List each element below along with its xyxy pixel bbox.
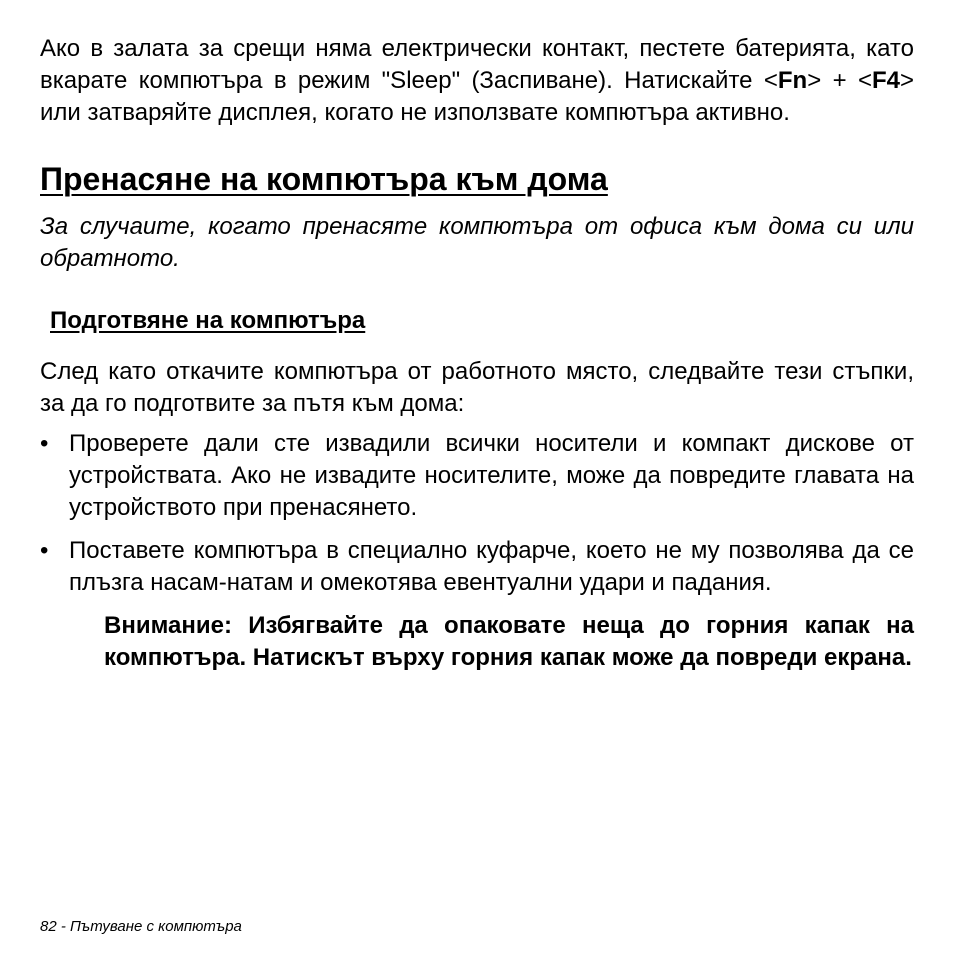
- battery-text-part3: > или затваряйте дисплея, когато не използвате компютъра активно.: [40, 67, 914, 126]
- subsection-heading: Подготвяне на компютъра: [50, 307, 366, 334]
- key-fn: Fn: [777, 67, 808, 94]
- battery-text-part2: > + <: [807, 67, 872, 94]
- bullet-icon: •: [40, 537, 49, 564]
- key-f4: F4: [871, 67, 900, 94]
- list-item-text: Поставете компютъра в специално куфарче, което не му позволява да се плъзга насам-натам и омекотява евентуални удари и падания.: [69, 537, 914, 596]
- page-footer: 82 - Пътуване с компютъра: [40, 918, 242, 935]
- warning-note: Внимание: Избягвайте да опаковате неща до горния капак на компютъра. Натискът върху горния капак може да повреди екрана.: [104, 612, 914, 671]
- battery-paragraph: [40, 33, 914, 129]
- subsection-body: След като откачите компютъра от работното място, следвайте тези стъпки, за да го подготвите за пътя към дома:: [40, 358, 914, 417]
- list-item-text: Проверете дали сте извадили всички носители и компакт дискове от устройствата. Ако не извадите носителите, може да повредите главата на устройството при пренасянето.: [69, 430, 914, 521]
- bullet-list: [40, 428, 914, 599]
- section-heading: Пренасяне на компютъра към дома: [40, 161, 608, 197]
- bullet-icon: •: [40, 430, 49, 457]
- battery-text-part1: Ако в залата за срещи няма електрически контакт, пестете батерията, като вкарате компютъра в режим "Sleep" (Заспиване). Натискайте <: [40, 35, 914, 94]
- list-item: [40, 535, 914, 599]
- section-intro: За случаите, когато пренасяте компютъра от офиса към дома си или обратното.: [40, 213, 914, 272]
- document-page: [40, 33, 914, 674]
- list-item: [40, 428, 914, 524]
